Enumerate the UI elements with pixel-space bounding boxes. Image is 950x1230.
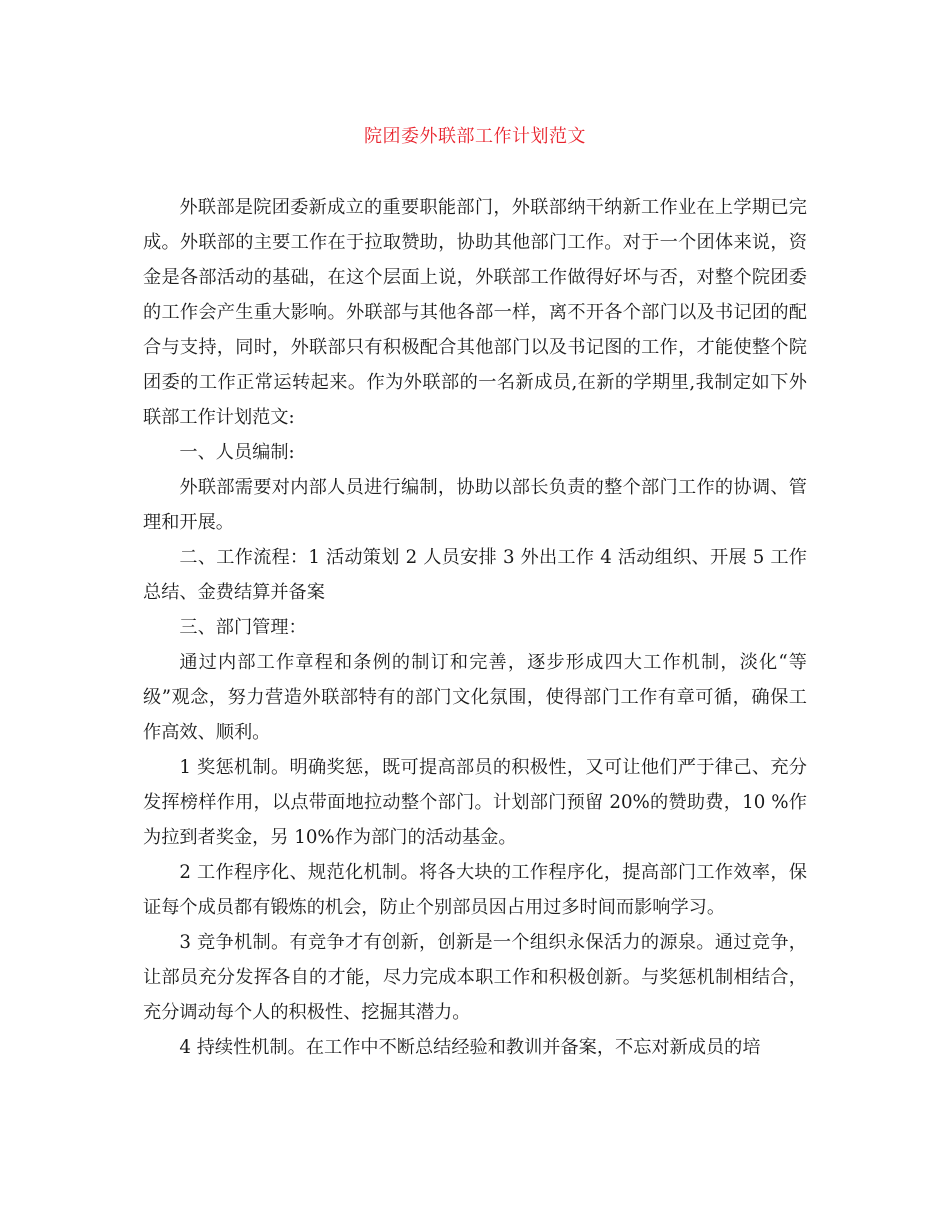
paragraph-intro: 外联部是院团委新成立的重要职能部门，外联部纳干纳新工作业在上学期已完成。外联部的主要工作在于拉取赞助，协助其他部门工作。对于一个团体来说，资金是各部活动的基础，在这个层面上说，外联部工作做得好坏与否，对整个院团委的工作会产生重大影响。外联部与其他各部一样，离不开各个部门以及书记团的配合与支持，同时，外联部只有积极配合其他部门以及书记图的工作，才能使整个院团委的工作正常运转起来。作为外联部的一名新成员,在新的学期里,我制定如下外联部工作计划范文:	[143, 197, 807, 428]
paragraph-section-1-heading: 一、人员编制:	[179, 442, 295, 463]
paragraph-procedure-mechanism: 2 工作程序化、规范化机制。将各大块的工作程序化，提高部门工作效率，保证每个成员都有锻炼的机会，防止个别部员因占用过多时间而影响学习。	[143, 862, 807, 918]
paragraph-management: 通过内部工作章程和条例的制订和完善，逐步形成四大工作机制，淡化“等级”观念，努力营造外联部特有的部门文化氛围，使得部门工作有章可循，确保工作高效、顺利。	[143, 652, 807, 743]
paragraph-continuity-mechanism: 4 持续性机制。在工作中不断总结经验和教训并备案，不忘对新成员的培	[179, 1037, 761, 1058]
document-title: 院团委外联部工作计划范文	[364, 126, 586, 147]
paragraph-staffing: 外联部需要对内部人员进行编制，协助以部长负责的整个部门工作的协调、管理和开展。	[143, 477, 807, 533]
paragraph-reward-mechanism: 1 奖惩机制。明确奖惩，既可提高部员的积极性，又可让他们严于律己、充分发挥榜样作用，以点带面地拉动整个部门。计划部门预留 20%的赞助费，10 %作为拉到者奖金，另 10%作为部门的活动基金。	[143, 757, 807, 848]
paragraph-workflow: 二、工作流程：1 活动策划 2 人员安排 3 外出工作 4 活动组织、开展 5 工作总结、金费结算并备案	[143, 547, 807, 603]
paragraph-competition-mechanism: 3 竞争机制。有竞争才有创新，创新是一个组织永保活力的源泉。通过竞争，让部员充分发挥各自的才能，尽力完成本职工作和积极创新。与奖惩机制相结合，充分调动每个人的积极性、挖掘其潜力。	[143, 932, 807, 1023]
paragraph-section-3-heading: 三、部门管理：	[179, 617, 307, 638]
document-body	[143, 190, 807, 1065]
